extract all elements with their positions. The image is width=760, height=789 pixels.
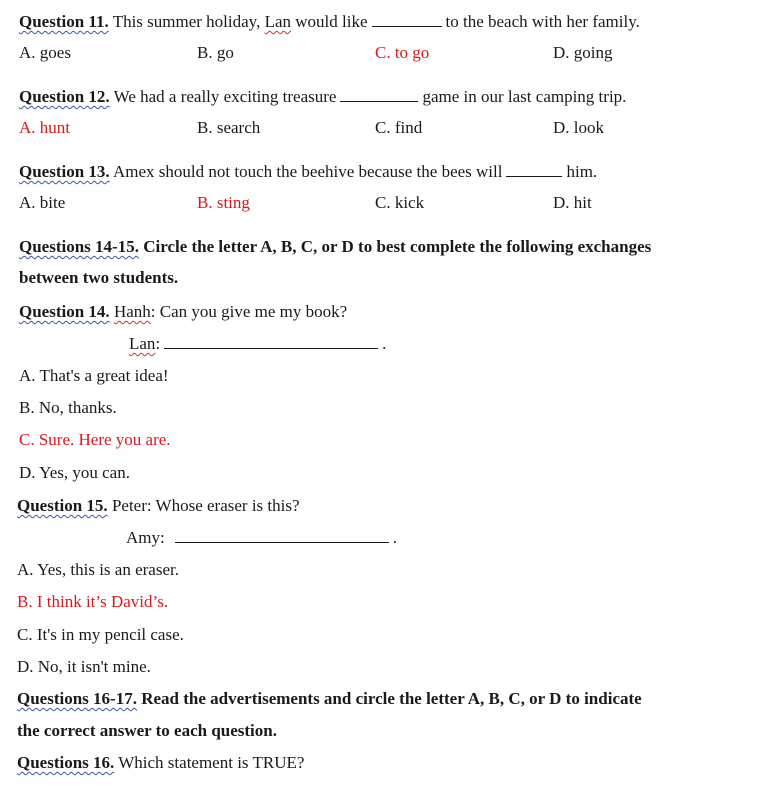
question-label: Question 14.	[19, 302, 110, 321]
speaker-name: Hanh	[113, 302, 151, 321]
question-label: Question 12.	[19, 87, 110, 106]
question-text: Amex should not touch the beehive because the bees will	[109, 162, 503, 181]
question-text: would like	[291, 12, 368, 31]
question-label: Question 15.	[17, 496, 108, 515]
question-text: Peter: Whose eraser is this?	[107, 496, 300, 515]
option-d[interactable]: D. hit	[553, 193, 592, 212]
answer-blank	[164, 334, 378, 349]
option-c[interactable]: C. kick	[375, 193, 425, 212]
question-16-stem	[17, 753, 304, 773]
question-text: : Can you give me my book?	[150, 302, 348, 321]
question-12-stem	[19, 87, 626, 107]
option-a[interactable]: A. bite	[19, 193, 66, 212]
option-b[interactable]: B. go	[197, 43, 234, 62]
question-14-stem	[19, 302, 347, 322]
answer-blank	[372, 12, 442, 27]
instruction-text: Read the advertisements and circle the letter A, B, C, or D to indicate	[136, 689, 642, 708]
option-b-correct[interactable]: B. I think it’s David’s.	[17, 592, 169, 611]
question-text: him.	[566, 162, 598, 181]
option-c[interactable]: C. find	[375, 118, 423, 137]
option-d[interactable]: D. No, it isn't mine.	[17, 657, 151, 676]
option-c-correct[interactable]: C. Sure. Here you are.	[19, 430, 171, 449]
question-label: Questions 16.	[17, 753, 115, 772]
period: .	[382, 334, 387, 353]
option-d[interactable]: D. going	[553, 43, 613, 62]
option-b[interactable]: B. search	[197, 118, 261, 137]
option-a-correct[interactable]: A. hunt	[19, 118, 70, 137]
question-text: We had a really exciting treasure	[109, 87, 337, 106]
option-d[interactable]: D. Yes, you can.	[19, 463, 130, 482]
option-c-correct[interactable]: C. to go	[375, 43, 430, 62]
section-14-15-instruction	[19, 237, 651, 257]
option-d[interactable]: D. look	[553, 118, 604, 137]
name-word: Lan	[264, 12, 292, 31]
answer-blank	[340, 87, 418, 102]
question-label: Question 13.	[19, 162, 110, 181]
question-15-stem	[17, 496, 300, 516]
option-a[interactable]: A. goes	[19, 43, 71, 62]
speaker-name: Amy:	[126, 528, 165, 547]
speaker-name: Lan	[129, 334, 156, 353]
question-text: game in our last camping trip.	[422, 87, 627, 106]
response-line	[126, 528, 397, 548]
colon: :	[155, 334, 161, 353]
instruction-text: Circle the letter A, B, C, or D to best complete the following exchanges	[138, 237, 652, 256]
question-text: to the beach with her family.	[445, 12, 640, 31]
section-16-17-instruction-cont: the correct answer to each question.	[17, 721, 277, 740]
question-label: Question 11.	[19, 12, 109, 31]
answer-blank	[175, 528, 389, 543]
option-b[interactable]: B. No, thanks.	[19, 398, 117, 417]
question-text: Which statement is TRUE?	[114, 753, 305, 772]
option-c[interactable]: C. It's in my pencil case.	[17, 625, 184, 644]
response-line	[129, 334, 386, 354]
question-text: This summer holiday,	[108, 12, 265, 31]
section-label: Questions 14-15.	[19, 237, 139, 256]
option-a[interactable]: A. That's a great idea!	[19, 366, 169, 385]
option-b-correct[interactable]: B. sting	[197, 193, 250, 212]
option-a[interactable]: A. Yes, this is an eraser.	[17, 560, 179, 579]
period: .	[392, 528, 397, 547]
question-13-stem	[19, 162, 597, 182]
answer-blank	[506, 162, 562, 177]
section-label: Questions 16-17.	[17, 689, 137, 708]
section-14-15-instruction-cont: between two students.	[19, 268, 179, 287]
section-16-17-instruction	[17, 689, 642, 709]
question-11-stem	[19, 12, 640, 32]
